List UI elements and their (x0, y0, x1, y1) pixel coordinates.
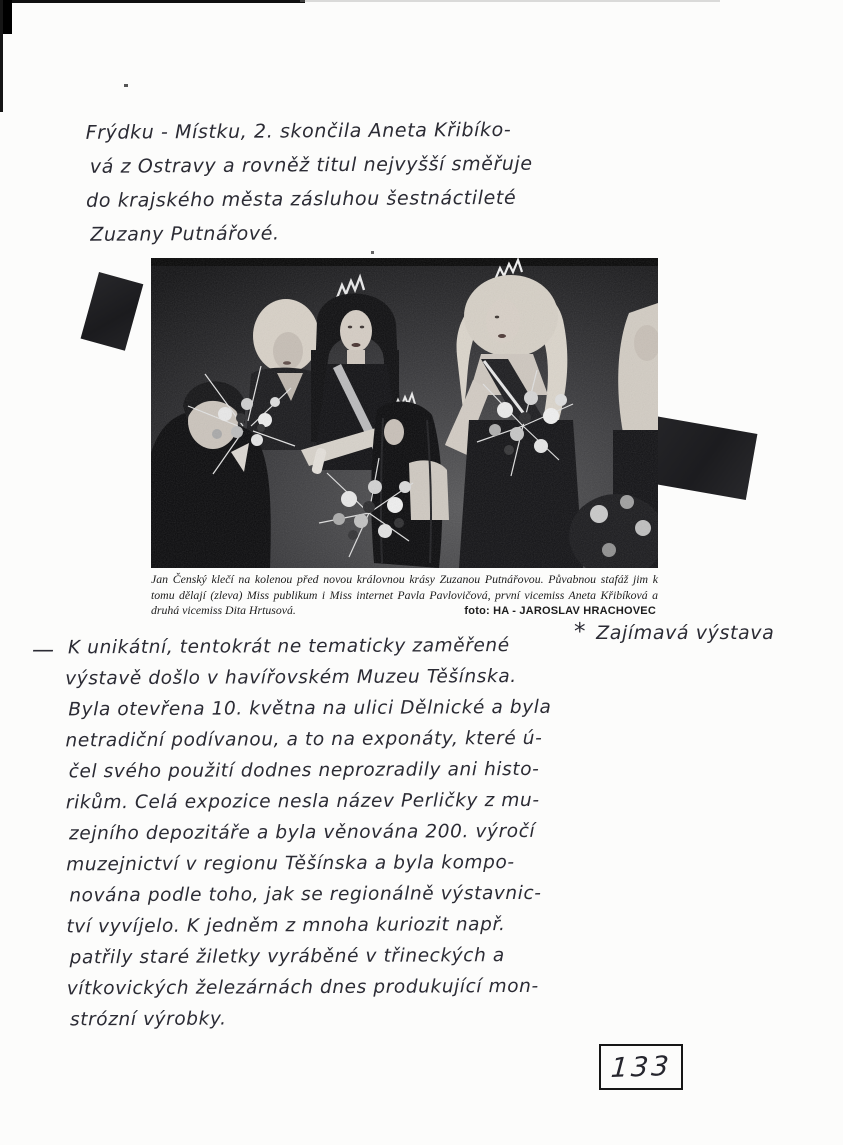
handwritten-line: čel svého použití dodnes neprozradily ani histo- (68, 758, 540, 783)
page-number: 133 (609, 1050, 673, 1084)
photo-caption-text: Jan Čenský klečí na kolenou před novou královnou krásy Zuzanou Putnářovou. Půvabnou stafáž jim k tomu dělají (zleva) Miss publikum i Miss internet Pavla Pavlovičová, první vicemiss Aneta Křibíková a druhá vicemiss Dita Hrtusová. (151, 572, 658, 617)
handwritten-line: zejního depozitáře a byla věnována 200. výročí (68, 820, 536, 845)
handwritten-line: Frýdku - Místku, 2. skončila Aneta Křibíko- (85, 118, 512, 144)
handwritten-line: tví vyvíjelo. K jedněm z mnoha kuriozit např. (66, 914, 506, 938)
handwritten-line: strózní výrobky. (69, 1008, 227, 1031)
handwritten-side-note (574, 619, 824, 646)
tape-mark-left (81, 272, 144, 351)
scan-edge-line (0, 0, 305, 3)
tape-mark-right (643, 416, 757, 500)
photo-credit: foto: HA - JAROSLAV HRACHOVEC (456, 604, 656, 620)
handwritten-line: vá z Ostravy a rovněž titul nejvyšší směřuje (89, 152, 533, 178)
page-number-box (599, 1044, 683, 1090)
handwritten-line: vítkovických železárnách dnes produkující mon- (66, 975, 539, 1000)
handwritten-line: rikům. Celá expozice nesla název Perličky z mu- (65, 789, 540, 814)
scan-edge-faint-line (300, 0, 720, 2)
handwritten-line: muzejnictví v regionu Těšínska a byla kompo- (66, 852, 515, 876)
list-dash-marker: — (32, 638, 55, 663)
handwritten-line: do krajského města zásluhou šestnáctileté (86, 186, 517, 212)
photo-grain-overlay (151, 258, 658, 568)
scan-speck (124, 84, 128, 87)
pageant-photo-illustration (151, 258, 658, 568)
scan-speck (371, 251, 374, 254)
handwritten-intro-note (86, 112, 607, 252)
pageant-newspaper-photo (151, 258, 658, 568)
handwritten-line: nována podle toho, jak se regionálně výstavnic- (69, 882, 542, 907)
scan-left-edge-strip (0, 0, 3, 112)
photo-caption (151, 572, 658, 620)
handwritten-line: Byla otevřena 10. května na ulici Dělnické a byla (68, 696, 552, 721)
handwritten-line: netradiční podívanou, a to na exponáty, které ú- (65, 727, 543, 752)
side-note-text: Zajímavá výstava (596, 622, 775, 644)
handwritten-line: výstavě došlo v havířovském Muzeu Těšínska. (65, 665, 517, 690)
handwritten-line: patřily staré žiletky vyráběné v třineckých a (69, 945, 505, 969)
handwritten-line: K unikátní, tentokrát ne tematicky zaměřené (67, 635, 510, 659)
handwritten-article-note (65, 630, 587, 1036)
asterisk-marker: * (574, 619, 587, 645)
handwritten-line: Zuzany Putnářové. (90, 222, 280, 246)
